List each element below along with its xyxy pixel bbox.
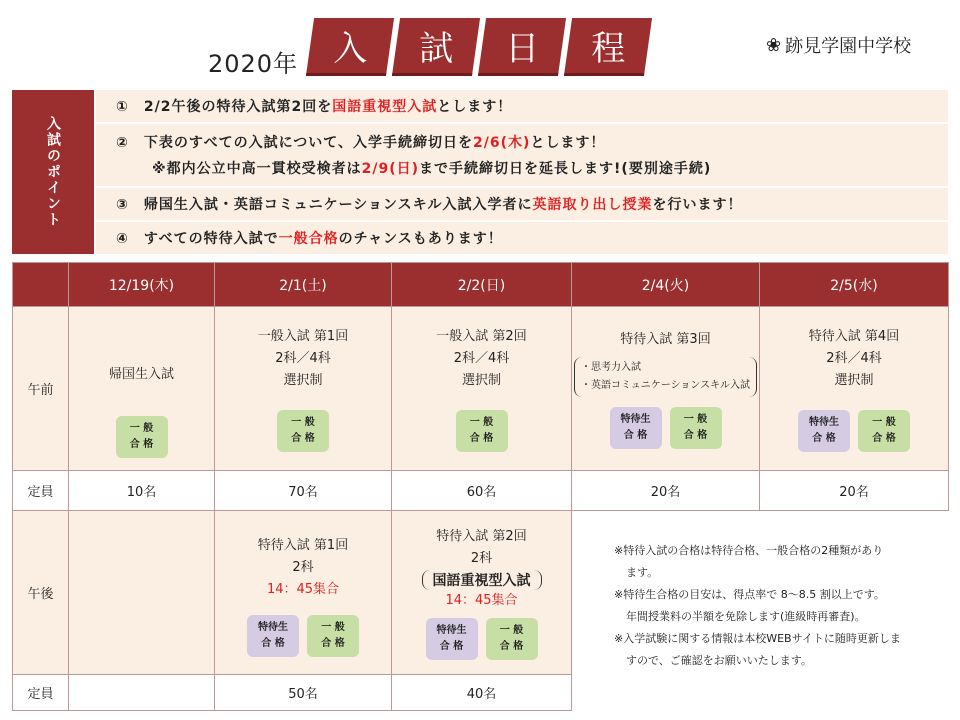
points-label: 入試のポイント (12, 90, 94, 254)
general-pass-badge: 一 般 合 格 (307, 615, 359, 657)
pm-empty (572, 675, 760, 711)
header-empty (13, 263, 69, 307)
point-item-1: ① 2/2午後の特待入試第2回を国語重視型入試とします！ (96, 90, 948, 122)
am-cell-2: 一般入試 第1回 2科／4科 選択制 一 般 合 格 (215, 307, 392, 471)
pm-cell-1 (69, 511, 215, 675)
am-cell-3: 一般入試 第2回 2科／4科 選択制 一 般 合 格 (392, 307, 572, 471)
general-pass-badge: 一 般 合 格 (277, 410, 329, 452)
am-cell-5: 特待入試 第4回 2科／4科 選択制 特待生 合 格 一 般 合 格 (760, 307, 949, 471)
note-line: ※特待入試の合格は特待合格、一般合格の2種類があり (614, 544, 884, 557)
flower-icon: ❀ (766, 34, 782, 56)
table-row-pm-capacity (13, 675, 949, 711)
school-logo (766, 32, 911, 58)
special-pass-badge: 特待生 合 格 (798, 410, 850, 452)
general-pass-badge: 一 般 合 格 (116, 416, 168, 458)
capacity-value: 50名 (215, 675, 392, 711)
title-char-box: 入 (306, 18, 394, 76)
title-char-box: 程 (564, 18, 652, 76)
table-header-row (13, 263, 949, 307)
note-line: ます。 (626, 566, 659, 579)
note-line: すので、ご確認をお願いいたします。 (626, 654, 812, 667)
capacity-value (69, 675, 215, 711)
capacity-value: 10名 (69, 471, 215, 511)
general-pass-badge: 一 般 合 格 (486, 618, 538, 660)
capacity-value: 20名 (760, 471, 949, 511)
pm-label: 午後 (13, 511, 69, 675)
date-header: 2/5(水) (760, 263, 949, 307)
points-section (12, 90, 948, 254)
point-item-3: ③ 帰国生入試・英語コミュニケーションスキル入試入学者に英語取り出し授業を行います！ (96, 188, 948, 220)
am-label: 午前 (13, 307, 69, 471)
special-pass-badge: 特待生 合 格 (247, 615, 299, 657)
focus-exam-label: 国語重視型入試 (422, 570, 542, 590)
capacity-value: 20名 (572, 471, 760, 511)
exam-options: ・思考力入試 ・英語コミュニケーションスキル入試 (574, 357, 757, 397)
year-label: 2020年 (208, 50, 299, 78)
pm-empty (760, 675, 949, 711)
date-header: 2/1(土) (215, 263, 392, 307)
point-item-4: ④ すべての特待入試で一般合格のチャンスもあります！ (96, 222, 948, 254)
point-item-2: ② 下表のすべての入試について、入学手続締切日を2/6(木)とします！ ※都内公立中高一貫校受検者は2/9(日)まで手続締切日を延長します!(要別途手続) (96, 124, 948, 186)
special-pass-badge: 特待生 合 格 (610, 407, 662, 449)
date-header: 2/4(火) (572, 263, 760, 307)
pm-cell-3: 特待入試 第2回 2科 国語重視型入試 14：45集合 特待生 合 格 一 般 合 格 (392, 511, 572, 675)
title-char-box: 日 (478, 18, 566, 76)
table-row-am (13, 307, 949, 471)
date-header: 2/2(日) (392, 263, 572, 307)
table-row-am-capacity (13, 471, 949, 511)
note-line: ※特待生合格の目安は、得点率で 8～8.5 割以上です。 (614, 588, 885, 601)
general-pass-badge: 一 般 合 格 (456, 410, 508, 452)
note-line: ※入学試験に関する情報は本校WEBサイトに随時更新しま (614, 632, 901, 645)
capacity-value: 70名 (215, 471, 392, 511)
notes (614, 540, 944, 672)
pm-cell-2: 特待入試 第1回 2科 14：45集合 特待生 合 格 一 般 合 格 (215, 511, 392, 675)
am-cell-1: 帰国生入試 一 般 合 格 (69, 307, 215, 471)
capacity-value: 60名 (392, 471, 572, 511)
date-header: 12/19(木) (69, 263, 215, 307)
am-cell-4: 特待入試 第3回 ・思考力入試 ・英語コミュニケーションスキル入試 特待生 合 格 一 般 合 格 (572, 307, 760, 471)
capacity-value: 40名 (392, 675, 572, 711)
title-char-box: 試 (392, 18, 480, 76)
page-title (306, 18, 646, 80)
general-pass-badge: 一 般 合 格 (670, 407, 722, 449)
capacity-label: 定員 (13, 675, 69, 711)
note-line: 年間授業料の半額を免除します(進級時再審査)。 (626, 610, 866, 623)
capacity-label: 定員 (13, 471, 69, 511)
special-pass-badge: 特待生 合 格 (426, 618, 478, 660)
school-name: 跡見学園中学校 (785, 36, 912, 57)
general-pass-badge: 一 般 合 格 (858, 410, 910, 452)
